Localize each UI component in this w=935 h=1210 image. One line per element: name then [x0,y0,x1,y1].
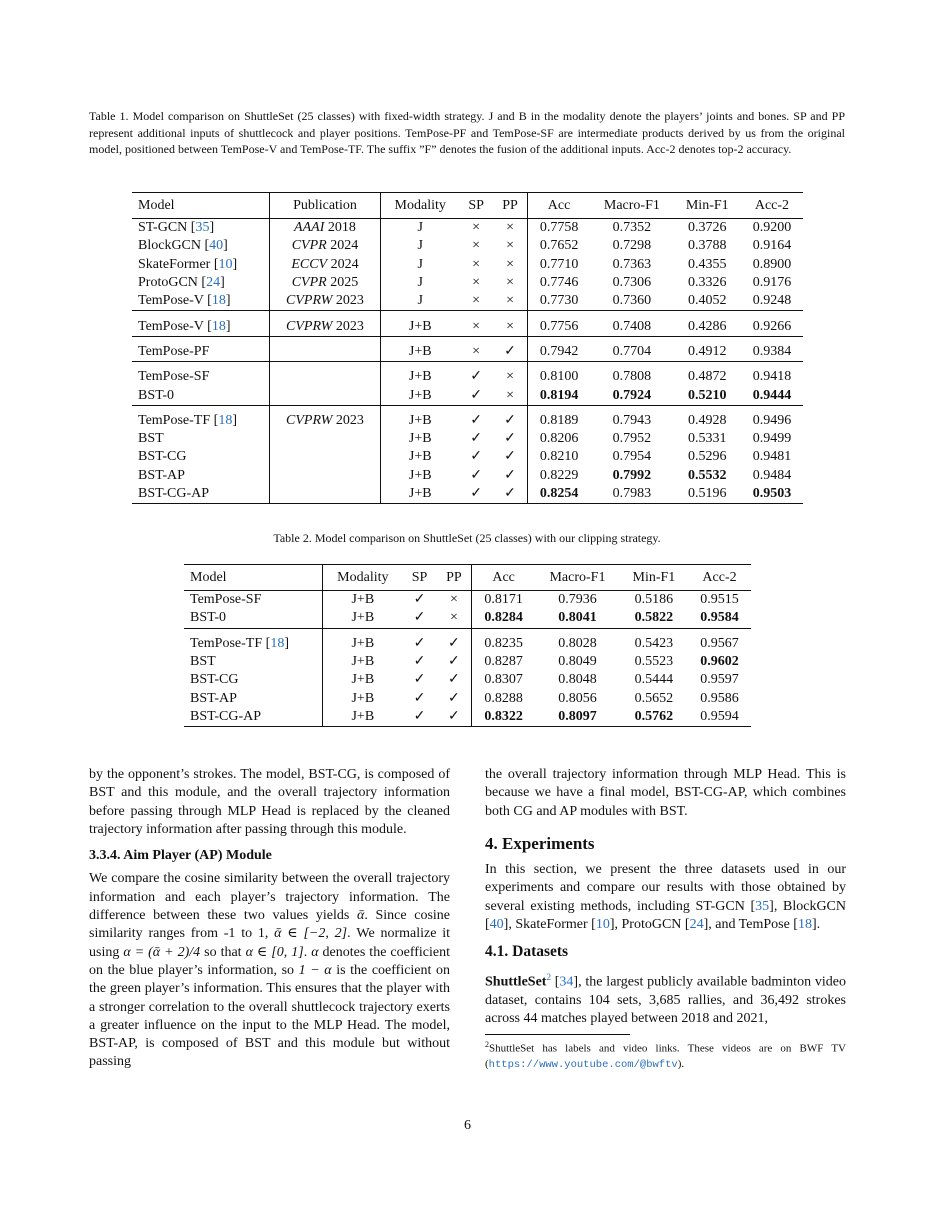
publication-cell [269,237,381,255]
citation-link[interactable]: 10 [595,917,610,933]
table1 [132,192,803,504]
acc2-cell: 0.9176 [752,275,792,291]
sp-cell: ✓ [470,387,482,403]
sp-cell: × [472,256,481,272]
modality-cell: J+B [351,672,375,688]
year: 2023 [335,318,364,334]
model-name: TemPose-V [138,293,204,309]
acc2-cell: 0.9594 [688,708,751,727]
column-header: Model [132,193,269,219]
mf1-cell: 0.7936 [558,592,597,608]
mf1-cell: 0.8097 [535,708,620,727]
acc-cell: 0.7710 [539,256,579,272]
pp-cell: ✓ [437,628,472,653]
citation-link[interactable]: 24 [206,275,221,291]
acc-cell: 0.8171 [484,592,523,608]
modality-cell: J+B [381,336,459,361]
acc-cell: 0.8254 [528,485,591,504]
right-paragraph-3: ShuttleSet$^2$ [34], the largest publicly available badminton video dataset, contains 104 sets, 3,685 rallies, and 36,492 strokes across 44 matches played between 2018 and 2021, [485,971,846,1026]
table-row [132,237,803,255]
acc-cell: 0.8206 [539,431,579,447]
minf1-cell: 0.3726 [688,220,727,236]
model-name: BST-0 [138,387,175,403]
table-row [132,405,803,430]
acc2-cell: 0.9481 [752,449,792,465]
year: 2023 [335,293,364,309]
table-row [184,591,751,610]
model-cell [132,448,269,466]
mf1-cell: 0.8048 [558,672,597,688]
modality-cell: J+B [408,449,432,465]
table-row [184,689,751,707]
venue: CVPR [291,238,327,254]
sp-cell: ✓ [459,485,493,504]
table-row [184,708,751,727]
modality-cell: J+B [323,708,403,727]
table-row [132,292,803,311]
acc-cell: 0.8210 [539,449,579,465]
pp-cell: × [437,591,472,610]
publication-cell [269,405,381,430]
year: 2018 [327,220,356,236]
pp-cell: ✓ [437,653,472,671]
acc-cell: 0.8194 [539,387,579,403]
pp-cell: × [493,386,527,405]
publication-cell [269,256,381,274]
modality-cell: J [417,293,423,309]
column-header: SP [402,565,436,591]
publication-cell [269,336,381,361]
table-row [184,628,751,653]
model-cell [132,430,269,448]
citation-link[interactable]: 18 [211,293,226,309]
publication-cell [269,219,381,238]
acc2-cell: 0.9444 [752,387,792,403]
table2 [184,564,751,727]
sp-cell: × [472,238,481,254]
sp-cell: ✓ [402,628,436,653]
model-name: BST-CG-AP [138,486,210,501]
table-row [132,311,803,336]
model-cell: TemPose-TF [18] [132,405,269,430]
model-name: TemPose-SF [190,592,262,608]
acc2-cell: 0.9200 [752,220,792,236]
sp-cell: × [459,311,493,336]
pp-cell: ✓ [493,448,527,466]
mf1-cell: 0.7954 [612,449,652,465]
model-cell: BlockGCN [40] [132,237,269,255]
mf1-cell: 0.7363 [612,256,652,272]
model-name: TemPose-TF [190,635,263,651]
minf1-cell: 0.4928 [674,405,741,430]
column-header: Modality [381,193,459,219]
footnote: $^2$ShuttleSet has labels and video links. These videos are on BWF TV (https://www.youtube.com/@bwftv). [485,1032,846,1073]
model-cell: ProtoGCN [24] [132,274,269,292]
citation-link[interactable]: 35 [755,898,770,914]
year: 2023 [335,412,364,428]
acc2-cell: 0.9586 [700,690,739,706]
minf1-cell: 0.4355 [688,256,727,272]
acc-cell: 0.7758 [539,220,579,236]
minf1-cell: 0.5423 [620,628,688,653]
column-header: Macro-F1 [590,193,674,219]
section-heading-3-3-4: 3.3.4. Aim Player (AP) Module [89,848,272,864]
model-cell [132,386,269,405]
modality-cell: J+B [381,311,459,336]
header-row [132,193,803,219]
publication-cell [269,467,381,485]
model-name: BST-AP [138,467,185,483]
pp-cell: × [493,362,527,387]
left-column [89,766,450,1072]
model-name: TemPose-V [138,318,204,334]
pp-cell: ✓ [437,671,472,689]
acc2-cell: 0.9164 [752,238,792,254]
modality-cell: J [417,256,423,272]
minf1-cell: 0.5652 [634,690,674,706]
model-name: TemPose-SF [138,369,210,385]
acc2-cell: 0.9266 [741,311,803,336]
acc-cell: 0.7942 [528,336,591,361]
modality-cell: J+B [381,405,459,430]
table-row [132,430,803,448]
sp-cell: ✓ [413,654,426,670]
acc2-cell: 0.9499 [752,431,792,447]
minf1-cell: 0.5532 [688,467,727,483]
column-header: PP [493,193,527,219]
table-row [132,274,803,292]
model-cell [132,336,269,361]
mf1-cell: 0.7704 [590,336,674,361]
mf1-cell: 0.8056 [558,690,597,706]
model-name: ST-GCN [138,220,188,236]
acc-cell: 0.8229 [539,467,579,483]
acc2-cell: 0.9384 [741,336,803,361]
acc-cell: 0.8189 [528,405,591,430]
table1-caption: Table 1. Model comparison on ShuttleSet (25 classes) with fixed-width strategy. J and B in the modality denote the players’ joints and bones. SP and PP represent additional inputs of shuttlecock and player positions. TemPose-PF and TemPose-SF are intermediate products derived by us from the original model, positioned between TemPose-V and TemPose-TF. The suffix ”F” denotes the fusion of the additional inputs. Acc-2 denotes top-2 accuracy. [89,109,845,156]
table-row [132,362,803,387]
publication-cell [269,448,381,466]
column-header: Publication [269,193,381,219]
minf1-cell: 0.5444 [634,672,674,688]
minf1-cell: 0.5186 [634,592,674,608]
sp-cell: ✓ [459,362,493,387]
minf1-cell: 0.5523 [634,654,674,670]
minf1-cell: 0.4912 [674,336,741,361]
section-heading-datasets: 4.1. Datasets [485,943,569,961]
venue: CVPRW [286,412,333,428]
model-cell: TemPose-TF [18] [184,628,323,653]
acc-cell: 0.8287 [484,654,523,670]
model-cell: TemPose-V [18] [132,292,269,311]
mf1-cell: 0.7360 [612,293,652,309]
pp-cell: × [493,311,527,336]
table2-caption: Table 2. Model comparison on ShuttleSet (25 classes) with our clipping strategy. [273,531,661,545]
acc-cell: 0.7746 [539,275,579,291]
modality-cell: J+B [351,592,375,608]
column-header: Acc [472,565,536,591]
model-cell [184,708,323,727]
column-header: Macro-F1 [535,565,620,591]
model-cell: SkateFormer [10] [132,256,269,274]
model-cell [184,653,323,671]
pp-cell: × [493,237,527,255]
publication-cell [269,386,381,405]
publication-cell [269,292,381,311]
sp-cell: ✓ [470,449,482,465]
acc-cell: 0.7652 [539,238,579,254]
model-name: SkateFormer [138,256,211,272]
table-row [132,448,803,466]
modality-cell: J+B [408,387,432,403]
modality-cell: J+B [381,362,459,387]
pp-cell: ✓ [493,430,527,448]
model-cell [132,485,269,504]
citation-link[interactable]: 18 [797,917,812,933]
pp-cell: × [493,256,527,274]
table-row [132,485,803,504]
minf1-cell: 0.4286 [674,311,741,336]
modality-cell: J+B [381,485,459,504]
publication-cell [269,274,381,292]
modality-cell: J+B [408,431,432,447]
mf1-cell: 0.8041 [558,610,597,626]
minf1-cell: 0.5762 [620,708,688,727]
model-name: TemPose-TF [138,412,211,428]
minf1-cell: 0.3788 [688,238,727,254]
pp-cell: ✓ [493,405,527,430]
minf1-cell: 0.4052 [688,293,727,309]
pp-cell: ✓ [437,708,472,727]
sp-cell: ✓ [413,672,426,688]
sp-cell: × [472,293,481,309]
publication-cell [269,430,381,448]
acc2-cell: 0.9484 [752,467,792,483]
model-cell: ST-GCN [35] [132,219,269,238]
pp-cell: ✓ [437,689,472,707]
minf1-cell: 0.5296 [688,449,727,465]
venue: CVPRW [286,318,333,334]
acc2-cell: 0.9503 [741,485,803,504]
mf1-cell: 0.7306 [612,275,652,291]
acc2-cell: 0.9597 [700,672,739,688]
minf1-cell: 0.5196 [674,485,741,504]
right-paragraph-2: In this section, we present the three datasets used in our experiments and compare our results with those obtained by several existing methods, including ST-GCN [35], BlockGCN [40], SkateFormer [10], ProtoGCN [24], and TemPose [18]. [485,862,847,933]
acc2-cell: 0.9248 [752,293,792,309]
mf1-cell: 0.8049 [558,654,597,670]
model-name: BST [190,654,216,670]
sp-cell: ✓ [413,592,426,608]
footnote-url-link[interactable]: https://www.youtube.com/@bwftv [488,1058,678,1071]
model-name: BST-CG [190,672,239,688]
mf1-cell: 0.7952 [612,431,652,447]
model-name: ProtoGCN [138,275,198,291]
mf1-cell: 0.7408 [590,311,674,336]
mf1-cell: 0.7924 [612,387,652,403]
publication-cell [269,311,381,336]
acc2-cell: 0.9418 [741,362,803,387]
column-header: Acc-2 [741,193,803,219]
sp-cell: × [472,275,481,291]
modality-cell: J+B [408,467,432,483]
mf1-cell: 0.7808 [590,362,674,387]
modality-cell: J+B [351,690,375,706]
acc-cell: 0.7756 [528,311,591,336]
citation-link[interactable]: 10 [218,256,233,272]
acc-cell: 0.8322 [472,708,536,727]
publication-cell [269,485,381,504]
column-header: Min-F1 [620,565,688,591]
table-row [132,386,803,405]
citation-link[interactable]: 18 [211,318,226,334]
citation-link[interactable]: 40 [489,917,504,933]
acc-cell: 0.8100 [528,362,591,387]
header-row [184,565,751,591]
acc2-cell: 0.9515 [700,592,739,608]
year: 2024 [330,256,359,272]
model-cell [132,362,269,387]
pp-cell: × [493,292,527,311]
footnote-link[interactable]: 2 [546,971,551,982]
acc2-cell: 0.8900 [752,256,792,272]
mf1-cell: 0.7992 [612,467,652,483]
modality-cell: J [417,220,423,236]
table-row [132,467,803,485]
modality-cell: J+B [351,654,375,670]
right-paragraph-1: the overall trajectory information through MLP Head. This is because we have a final model, BST-CG-AP, which combines both CG and AP modules with BST. [485,767,846,819]
model-name: BST-CG-AP [190,708,262,724]
page-number: 6 [464,1118,471,1133]
citation-link[interactable]: 18 [270,635,285,651]
model-cell [184,591,323,610]
acc-cell: 0.8284 [484,610,523,626]
model-cell: TemPose-V [18] [132,311,269,336]
column-header: Modality [323,565,403,591]
table-row [184,609,751,628]
minf1-cell: 0.5210 [688,387,727,403]
table-row [132,219,803,238]
acc-cell: 0.8235 [472,628,536,653]
year: 2025 [330,275,359,291]
mf1-cell: 0.7352 [612,220,652,236]
model-cell [184,671,323,689]
venue: CVPR [291,275,327,291]
column-header: SP [459,193,493,219]
pp-cell: × [493,274,527,292]
sp-cell: × [459,336,493,361]
minf1-cell: 0.5822 [634,610,674,626]
column-header: Model [184,565,323,591]
model-cell [184,609,323,628]
pp-cell: ✓ [493,336,527,361]
column-header: PP [437,565,472,591]
mf1-cell: 0.8028 [535,628,620,653]
pp-cell: × [437,609,472,628]
minf1-cell: 0.5331 [688,431,727,447]
sp-cell: ✓ [413,690,426,706]
pp-cell: ✓ [493,485,527,504]
sp-cell: ✓ [459,405,493,430]
citation-link[interactable]: 18 [218,412,233,428]
citation-link[interactable]: 24 [689,917,704,933]
modality-cell: J+B [351,610,375,626]
venue: ECCV [291,256,328,272]
column-header: Acc-2 [688,565,751,591]
pp-cell: ✓ [493,467,527,485]
mf1-cell: 0.7983 [590,485,674,504]
acc-cell: 0.8307 [484,672,523,688]
model-name: BST-AP [190,690,237,706]
left-paragraph-2: We compare the cosine similarity between the overall trajectory information and each player’s trajectory information. The difference between these two values yields ᾱ. Since cosine similarity ranges from -1 to 1, ᾱ ∈ [−2, 2]. We normalize it using α = (ᾱ + 2)/4 so that α ∈ [0, 1]. α denotes the coefficient on the blue player’s information, so 1 − α is the coefficient on the green player’s information. This ensures that the player with a stronger correlation to the overall shuttlecock trajectory exerts a greater influence on the input to the MLP Head. The model, BST-AP, is composed of BST and this module but without passing [89,871,451,1070]
sp-cell: ✓ [470,467,482,483]
table-row [132,336,803,361]
citation-link[interactable]: 34 [559,974,574,990]
acc2-cell: 0.9602 [700,654,739,670]
sp-cell: ✓ [470,431,482,447]
modality-cell: J [417,238,423,254]
pp-cell: × [493,219,527,238]
minf1-cell: 0.3326 [688,275,727,291]
mf1-cell: 0.7943 [590,405,674,430]
model-name: BST-CG [138,449,187,465]
table-row [132,256,803,274]
publication-cell [269,362,381,387]
modality-cell: J [417,275,423,291]
venue: AAAI [294,220,325,236]
model-cell [184,689,323,707]
sp-cell: ✓ [413,610,426,626]
model-name: TemPose-PF [138,343,210,359]
acc-cell: 0.8288 [484,690,523,706]
sp-cell: ✓ [402,708,436,727]
model-name: BlockGCN [138,238,201,254]
year: 2024 [330,238,359,254]
modality-cell: J+B [323,628,403,653]
acc-cell: 0.7730 [539,293,579,309]
sp-cell: × [472,220,481,236]
acc2-cell: 0.9584 [700,610,739,626]
citation-link[interactable]: 40 [209,238,224,254]
mf1-cell: 0.7298 [612,238,652,254]
column-header: Min-F1 [674,193,741,219]
model-name: BST [138,431,164,447]
acc2-cell: 0.9496 [741,405,803,430]
table-row [184,653,751,671]
column-header: Acc [528,193,591,219]
left-paragraph-1: by the opponent’s strokes. The model, BST-CG, is composed of BST and this module, and the overall trajectory information before passing through MLP Head is replaced by the cleaned trajectory information after passing through this module. [89,767,450,837]
model-cell [132,467,269,485]
table-row [184,671,751,689]
model-name: BST-0 [190,610,227,626]
citation-link[interactable]: 35 [195,220,210,236]
venue: CVPRW [286,293,333,309]
acc2-cell: 0.9567 [688,628,751,653]
section-heading-experiments: 4. Experiments [485,833,595,853]
minf1-cell: 0.4872 [674,362,741,387]
right-column [485,766,846,1073]
